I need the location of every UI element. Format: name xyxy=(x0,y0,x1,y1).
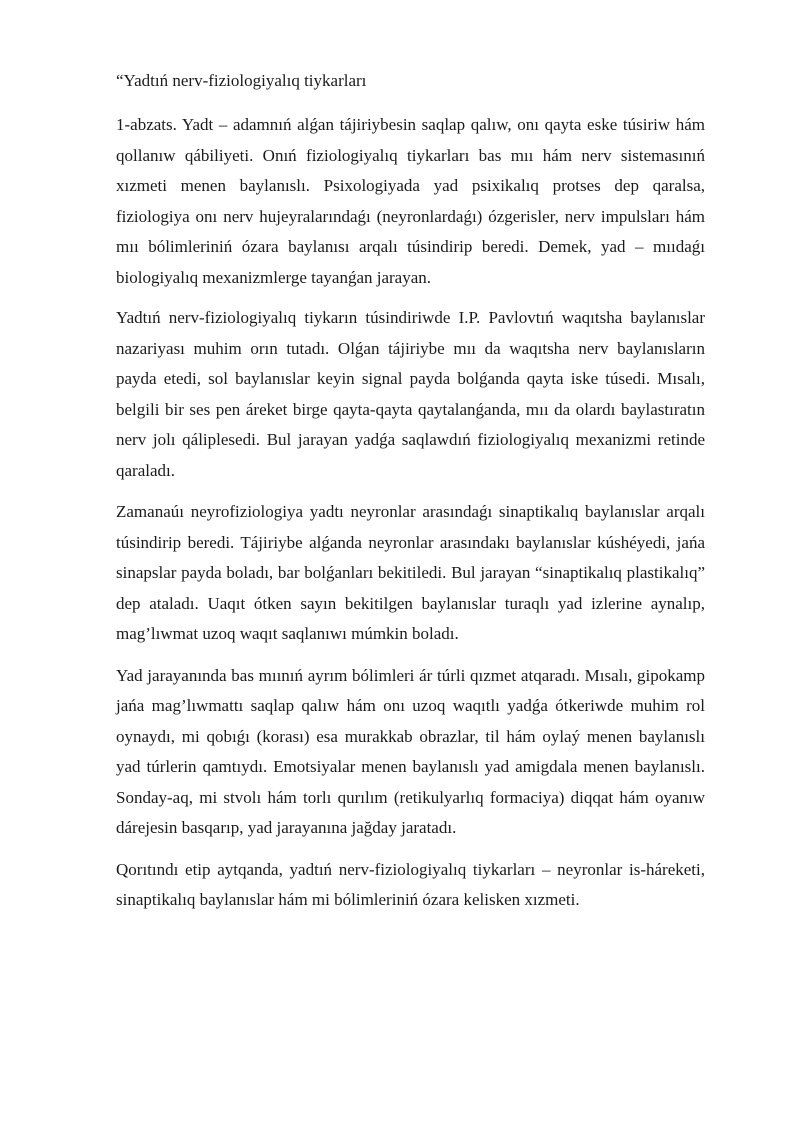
paragraph: Qorıtındı etip aytqanda, yadtıń nerv-fiziologiyalıq tiykarları – neyronlar is-háreketi, sinaptikalıq baylanıslar hám mi bólimleriniń ózara kelisken xızmeti. xyxy=(116,859,705,909)
paragraph: Zamanaúı neyrofiziologiya yadtı neyronlar arasındaǵı sinaptikalıq baylanıslar arqalı túsindirip beredi. Tájiriybe alǵanda neyronlar arasındakı baylanıslar kúshéyedi, jańa sinapslar payda boladı, bar bolǵanları bekitiledi. Bul jarayan “sinaptikalıq plastikalıq” dep ataladı. Uaqıt ótken sayın bekitilgen baylanıslar turaqlı yad izlerine aynalıp, mag’lıwmat uzoq waqıt saqlanıwı múmkin boladı. xyxy=(116,502,705,643)
paragraph: Yad jarayanında bas mıınıń ayrım bólimleri ár túrli qızmet atqaradı. Mısalı, gipokamp jańa mag’lıwmattı saqlap qalıw hám onı uzoq waqıtlı yadǵa ótkeriwde muhim rol oynaydı, mi qobıǵı (korası) esa murakkab obrazlar, til hám oylaý menen baylanıslı yad túrlerin qamtıydı. Emotsiyalar menen baylanıslı yad amigdala menen baylanıslı. Sonday-aq, mi stvolı hám torlı qurılım (retikulyarlıq formaciya) diqqat hám oyanıw dárejesin basqarıp, yad jarayanına jağday jaratadı. xyxy=(116,665,705,837)
paragraph: Yadtıń nerv-fiziologiyalıq tiykarın túsindiriwde I.P. Pavlovtıń waqıtsha baylanıslar nazariyası muhim orın tutadı. Olǵan tájiriybe mıı da waqıtsha nerv baylanısların payda etedi, sol baylanıslar keyin signal payda bolǵanda qayta iske túsedi. Mısalı, belgili bir ses pen áreket birge qayta-qayta qaytalanǵanda, mıı da olardı baylastıratın nerv jolı qáliplesedi. Bul jarayan yadǵa saqlawdıń fiziologiyalıq mexanizmi retinde qaraladı. xyxy=(116,308,705,480)
paragraph: 1-abzats. Yadt – adamnıń alǵan tájiriybesin saqlap qalıw, onı qayta eske túsiriw hám qollanıw qábiliyeti. Onıń fiziologiyalıq tiykarları bas mıı hám nerv sistemasınıń xızmeti menen baylanıslı. Psixologiyada yad psixikalıq protses dep qaralsa, fiziologiya onı nerv hujeyralarındaǵı (neyronlardaǵı) ózgerisler, nerv impulsları hám mıı bólimleriniń ózara baylanısı arqalı túsindirip beredi. Demek, yad – mııdaǵı biologiyalıq mexanizmlerge tayanǵan jarayan. xyxy=(116,115,705,287)
document-title: “Yadtıń nerv-fiziologiyalıq tiykarları xyxy=(116,71,367,90)
document-body xyxy=(116,66,705,927)
